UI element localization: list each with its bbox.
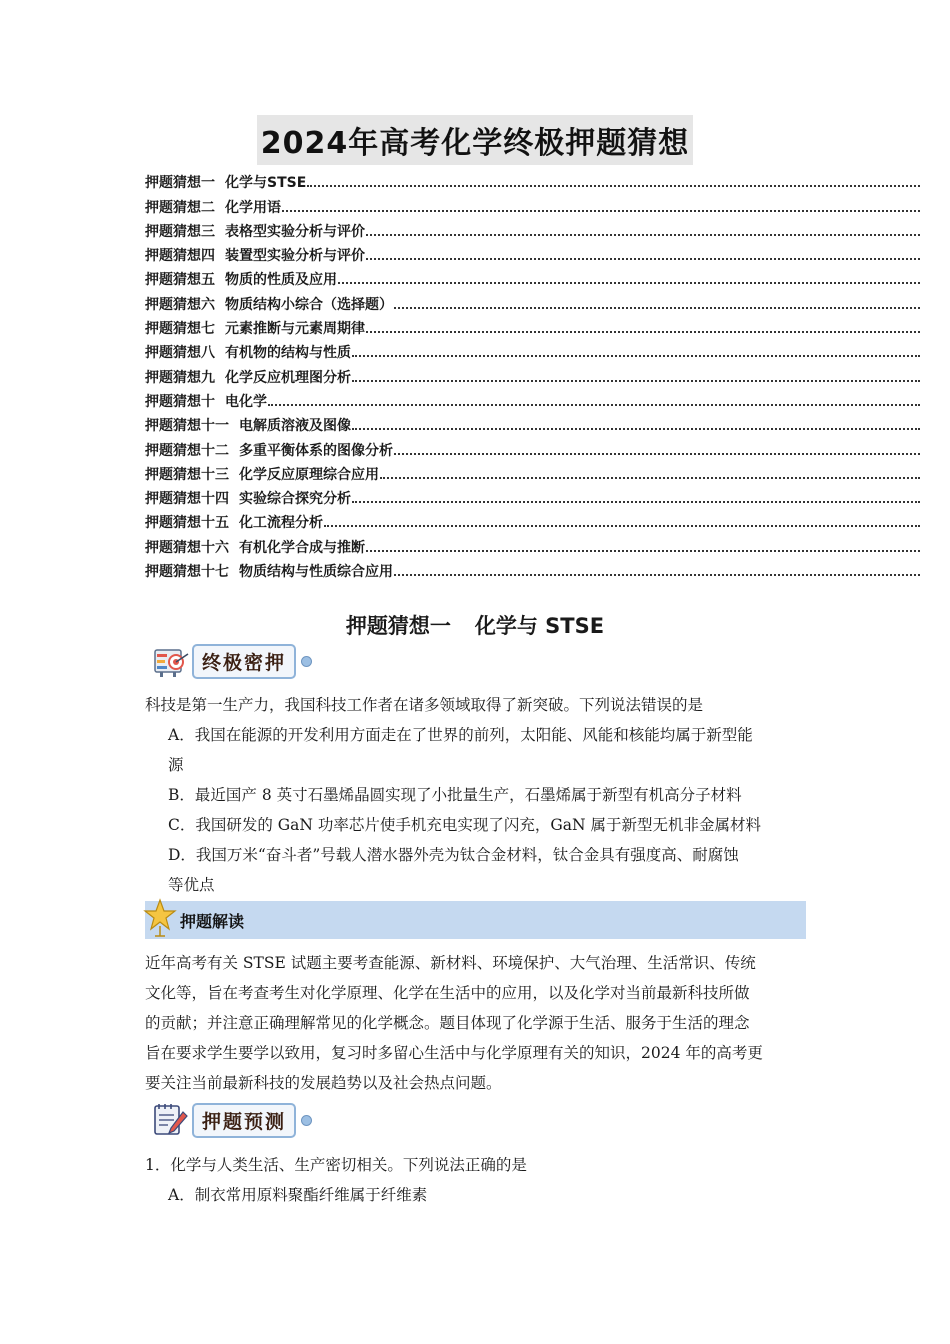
- toc-entry-title: 装置型实验分析与评价: [225, 248, 365, 265]
- toc-entry-title: 化学反应机理图分析: [225, 369, 351, 386]
- badge-mi-ya-label: 终极密押: [192, 644, 296, 679]
- toc-leader-dots: [307, 184, 920, 187]
- toc-entry-label: 押题猜想一: [145, 175, 215, 192]
- toc-entry-label: 押题猜想三: [145, 223, 215, 240]
- question-stem: 科技是第一生产力，我国科技工作者在诸多领域取得了新突破。下列说法错误的是: [145, 696, 704, 714]
- toc-entry-label: 押题猜想二: [145, 199, 215, 216]
- toc-leader-dots: [268, 403, 920, 406]
- toc-entry-label: 押题猜想十三: [145, 466, 229, 483]
- toc-entry[interactable]: [145, 168, 920, 192]
- option-c: C．我国研发的 GaN 功率芯片使手机充电实现了闪充，GaN 属于新型无机非金属材料: [168, 816, 762, 834]
- toc-entry-label: 押题猜想十六: [145, 539, 229, 556]
- toc-leader-dots: [352, 500, 920, 503]
- analysis-line-2: 文化等，旨在考查考生对化学原理、化学在生活中的应用，以及化学对当前最新科技所做: [145, 984, 750, 1002]
- toc-entry-title: 物质的性质及应用: [225, 272, 337, 289]
- toc-entry-title: 物质结构与性质综合应用: [239, 564, 393, 581]
- toc-entry-title: 化学与STSE: [225, 175, 307, 192]
- analysis-line-4: 旨在要求学生要学以致用，复习时多留心生活中与化学原理有关的知识，2024 年的高考更: [145, 1044, 763, 1062]
- analysis-line-3: 的贡献；并注意正确理解常见的化学概念。题目体现了化学源于生活、服务于生活的理念: [145, 1014, 750, 1032]
- analysis-line-1: 近年高考有关 STSE 试题主要考查能源、新材料、环境保护、大气治理、生活常识、传统: [145, 954, 756, 972]
- toc-entry[interactable]: [145, 289, 920, 313]
- toc-entry-title: 有机化学合成与推断: [239, 539, 365, 556]
- toc-entry-title: 物质结构小综合（选择题）: [225, 296, 393, 313]
- toc-entry-label: 押题猜想十一: [145, 418, 229, 435]
- option-a-line1: A．我国在能源的开发利用方面走在了世界的前列，太阳能、风能和核能均属于新型能: [168, 726, 753, 744]
- toc-leader-dots: [380, 476, 920, 479]
- toc-entry-label: 押题猜想五: [145, 272, 215, 289]
- toc-entry[interactable]: [145, 411, 920, 435]
- target-board-icon: [152, 645, 192, 679]
- toc-entry-label: 押题猜想六: [145, 296, 215, 313]
- document-title: [0, 115, 950, 165]
- toc-entry[interactable]: [145, 508, 920, 532]
- toc-entry[interactable]: [145, 484, 920, 508]
- toc-entry-title: 化学用语: [225, 199, 281, 216]
- toc-entry[interactable]: [145, 265, 920, 289]
- toc-entry-label: 押题猜想十四: [145, 491, 229, 508]
- badge-yu-ce-label: 押题预测: [192, 1103, 296, 1138]
- toc-entry[interactable]: [145, 532, 920, 556]
- toc-entry-label: 押题猜想十: [145, 393, 215, 410]
- toc-entry[interactable]: [145, 435, 920, 459]
- analysis-banner: [145, 901, 806, 939]
- toc-leader-dots: [352, 354, 920, 357]
- badge-mi-ya: [152, 644, 312, 679]
- document-title-text: 2024年高考化学终极押题猜想: [257, 115, 694, 165]
- toc-leader-dots: [324, 524, 920, 527]
- toc-entry-title: 实验综合探究分析: [239, 491, 351, 508]
- toc-leader-dots: [352, 379, 920, 382]
- toc-leader-dots: [394, 306, 920, 309]
- toc-entry-title: 有机物的结构与性质: [225, 345, 351, 362]
- option-d-line2: 等优点: [168, 876, 215, 894]
- prediction-q1-stem: 1．化学与人类生活、生产密切相关。下列说法正确的是: [145, 1156, 527, 1174]
- analysis-banner-label: 押题解读: [180, 912, 245, 931]
- toc-leader-dots: [366, 549, 920, 552]
- toc-entry-label: 押题猜想七: [145, 321, 215, 338]
- toc-leader-dots: [282, 209, 920, 212]
- toc-entry[interactable]: [145, 192, 920, 216]
- toc-leader-dots: [366, 257, 920, 260]
- toc-entry-label: 押题猜想十二: [145, 442, 229, 459]
- notepad-pen-icon: [152, 1102, 192, 1138]
- toc-entry[interactable]: [145, 314, 920, 338]
- toc-entry-title: 化工流程分析: [239, 515, 323, 532]
- toc-entry-label: 押题猜想四: [145, 248, 215, 265]
- badge-dot: [301, 656, 312, 667]
- toc-leader-dots: [394, 573, 920, 576]
- toc-entry-label: 押题猜想十五: [145, 515, 229, 532]
- option-d-line1: D．我国万米“奋斗者”号载人潜水器外壳为钛合金材料，钛合金具有强度高、耐腐蚀: [168, 846, 739, 864]
- toc-entry[interactable]: [145, 338, 920, 362]
- toc-entry[interactable]: [145, 557, 920, 581]
- toc-entry-title: 表格型实验分析与评价: [225, 223, 365, 240]
- toc-entry-title: 元素推断与元素周期律: [225, 321, 365, 338]
- section-topic: 化学与 STSE: [474, 614, 605, 638]
- toc-entry-label: 押题猜想八: [145, 345, 215, 362]
- toc-entry-title: 电解质溶液及图像: [239, 418, 351, 435]
- toc-leader-dots: [338, 281, 920, 284]
- star-icon: [143, 898, 177, 938]
- toc-entry-title: 多重平衡体系的图像分析: [239, 442, 393, 459]
- toc-entry-title: 化学反应原理综合应用: [239, 466, 379, 483]
- toc-entry[interactable]: [145, 387, 920, 411]
- section-label: 押题猜想一: [345, 614, 451, 638]
- toc-entry[interactable]: [145, 241, 920, 265]
- option-b: B．最近国产 8 英寸石墨烯晶圆实现了小批量生产，石墨烯属于新型有机高分子材料: [168, 786, 742, 804]
- toc-leader-dots: [366, 330, 920, 333]
- toc-entry[interactable]: [145, 217, 920, 241]
- table-of-contents: [145, 168, 920, 581]
- toc-entry[interactable]: [145, 460, 920, 484]
- toc-entry-title: 电化学: [225, 393, 267, 410]
- toc-leader-dots: [366, 233, 920, 236]
- toc-entry[interactable]: [145, 362, 920, 386]
- analysis-line-5: 要关注当前最新科技的发展趋势以及社会热点问题。: [145, 1074, 502, 1092]
- toc-leader-dots: [352, 427, 920, 430]
- prediction-q1-option-a: A．制衣常用原料聚酯纤维属于纤维素: [168, 1186, 428, 1204]
- badge-yu-ce: [152, 1102, 312, 1138]
- toc-entry-label: 押题猜想十七: [145, 564, 229, 581]
- option-a-line2: 源: [168, 756, 184, 774]
- section-title: [0, 610, 950, 640]
- toc-leader-dots: [394, 452, 920, 455]
- badge-dot: [301, 1115, 312, 1126]
- toc-entry-label: 押题猜想九: [145, 369, 215, 386]
